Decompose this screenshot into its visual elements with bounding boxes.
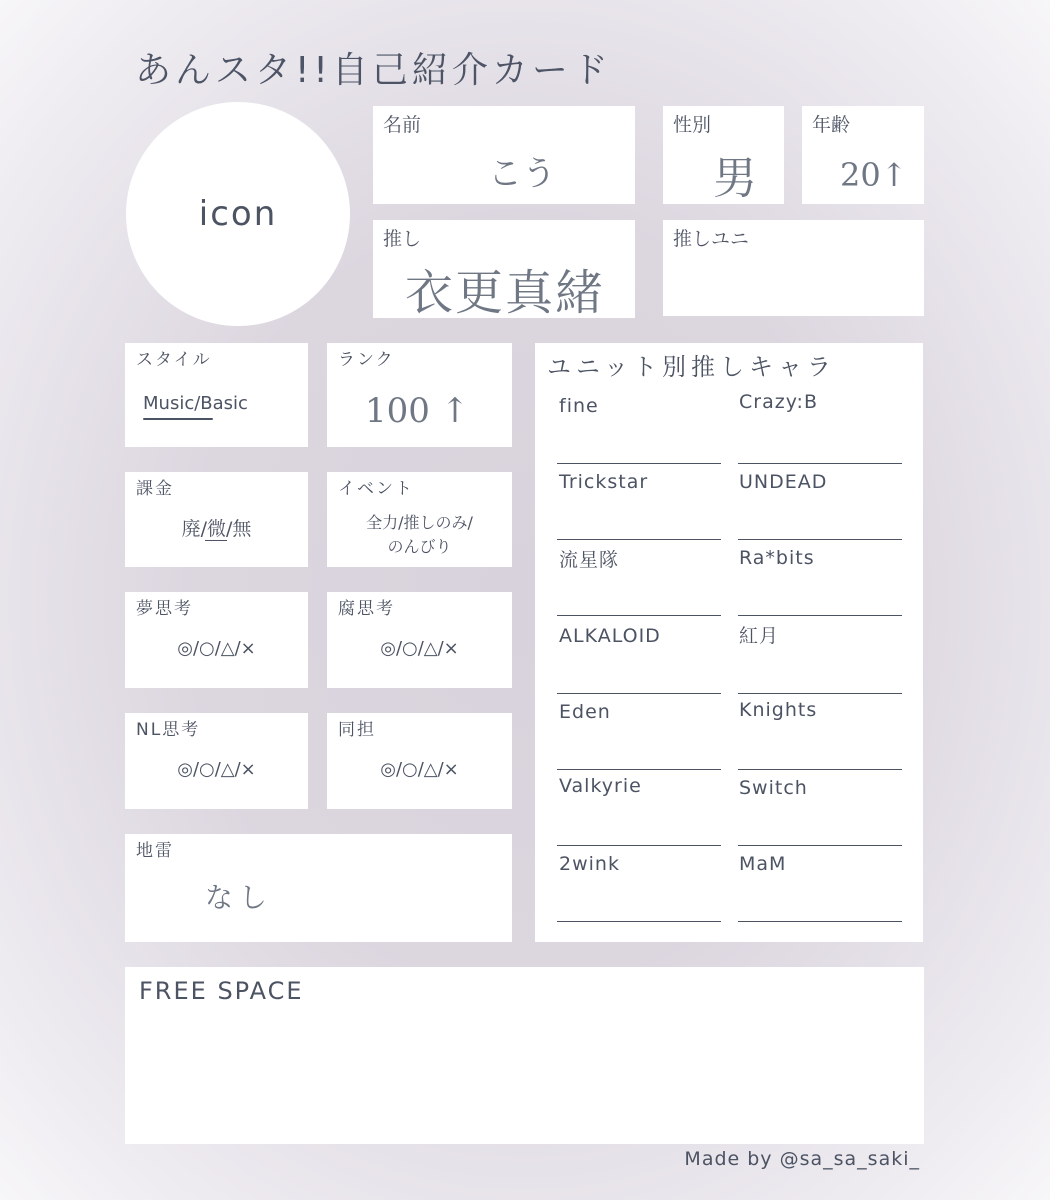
unit-answer-line — [738, 921, 902, 922]
style-underline — [143, 418, 213, 420]
unit-label: 流星隊 — [559, 549, 620, 571]
fu-value: ◎/○/△/× — [380, 638, 459, 659]
unit-label: Trickstar — [559, 471, 649, 493]
oshi-unit-label: 推しユニ — [673, 228, 750, 250]
card-title: あんスタ!!自己紹介カード — [135, 50, 612, 91]
free-space-box — [125, 967, 924, 1144]
unit-label: Eden — [559, 701, 611, 723]
fu-label: 腐思考 — [338, 599, 395, 619]
fu-box — [327, 592, 512, 688]
unit-label: fine — [559, 395, 599, 417]
unit-answer-line — [557, 615, 721, 616]
unit-answer-line — [557, 693, 721, 694]
nl-label: NL思考 — [136, 720, 201, 740]
gender-box — [663, 106, 784, 204]
unit-answer-line — [557, 921, 721, 922]
kakin-label: 課金 — [136, 479, 174, 499]
credit-text: Made by @sa_sa_saki_ — [684, 1148, 920, 1170]
unit-label: Ra*bits — [739, 547, 815, 569]
oshi-value: 衣更真緒 — [405, 265, 606, 321]
unit-label: Switch — [739, 777, 808, 799]
yume-value: ◎/○/△/× — [177, 638, 256, 659]
unit-label: Crazy:B — [739, 391, 818, 413]
units-box — [535, 343, 923, 942]
doutan-value: ◎/○/△/× — [380, 759, 459, 780]
kakin-box — [125, 472, 308, 567]
unit-label: MaM — [739, 853, 787, 875]
unit-answer-line — [738, 845, 902, 846]
unit-answer-line — [738, 463, 902, 464]
unit-label: 紅月 — [739, 625, 780, 647]
unit-answer-line — [557, 845, 721, 846]
unit-label: 2wink — [559, 853, 620, 875]
jirai-value: なし — [205, 881, 274, 914]
yume-box — [125, 592, 308, 688]
nl-value: ◎/○/△/× — [177, 759, 256, 780]
avatar-placeholder — [126, 102, 350, 326]
unit-label: UNDEAD — [739, 471, 828, 493]
oshi-box — [373, 220, 635, 321]
unit-label: Knights — [739, 699, 818, 721]
name-value: こう — [488, 154, 556, 194]
rank-value: 100 ↑ — [365, 391, 470, 431]
unit-label: ALKALOID — [559, 625, 661, 647]
free-space-label: FREE SPACE — [139, 977, 304, 1005]
jirai-box — [125, 834, 512, 942]
age-label: 年齢 — [812, 114, 851, 136]
age-value: 20↑ — [840, 156, 908, 194]
event-value-line1: 全力/推しのみ/ — [366, 513, 473, 532]
kakin-underline — [205, 540, 227, 541]
yume-label: 夢思考 — [136, 599, 193, 619]
unit-answer-line — [738, 693, 902, 694]
event-box — [327, 472, 512, 567]
name-label: 名前 — [383, 114, 422, 136]
unit-answer-line — [738, 615, 902, 616]
style-box — [125, 343, 308, 447]
oshi-label: 推し — [383, 228, 422, 250]
oshi-unit-box — [663, 220, 924, 316]
unit-answer-line — [738, 769, 902, 770]
gender-value: 男 — [713, 153, 757, 204]
doutan-label: 同担 — [338, 720, 376, 740]
icon-label: icon — [198, 194, 278, 234]
rank-label: ランク — [338, 350, 395, 370]
unit-answer-line — [557, 769, 721, 770]
unit-answer-line — [738, 539, 902, 540]
unit-answer-line — [557, 539, 721, 540]
style-label: スタイル — [136, 350, 212, 370]
event-value-line2: のんびり — [387, 537, 452, 556]
style-value: Music/Basic — [143, 393, 248, 414]
units-header: ユニット別推しキャラ — [547, 353, 837, 381]
jirai-label: 地雷 — [136, 841, 174, 861]
nl-box — [125, 713, 308, 809]
name-box — [373, 106, 635, 204]
unit-answer-line — [557, 463, 721, 464]
doutan-box — [327, 713, 512, 809]
age-box — [802, 106, 924, 204]
rank-box — [327, 343, 512, 447]
gender-label: 性別 — [673, 114, 712, 136]
unit-label: Valkyrie — [559, 775, 642, 797]
kakin-value: 廃/微/無 — [181, 518, 252, 540]
event-label: イベント — [338, 479, 414, 499]
